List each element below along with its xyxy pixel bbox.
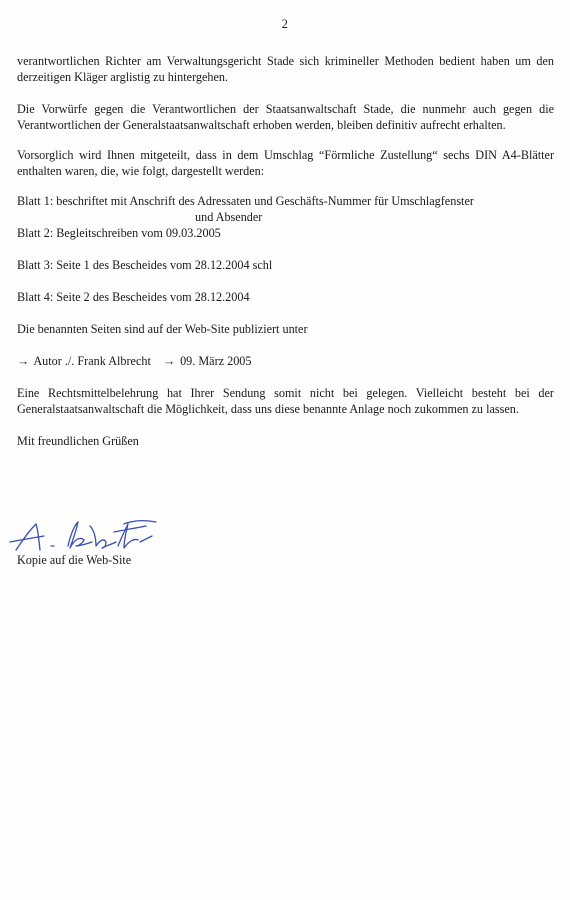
- date-reference: 09. März 2005: [180, 354, 252, 368]
- blatt-1-continuation: und Absender: [195, 210, 263, 224]
- copy-note: Kopie auf die Web-Site: [17, 553, 132, 567]
- blatt-1-line: Blatt 1: beschriftet mit Anschrift des Adressaten und Geschäfts-Nummer für Umschlagfenster: [17, 194, 474, 208]
- reference-line: [17, 353, 554, 369]
- letter-body: [17, 53, 554, 449]
- blatt-4-line: Blatt 4: Seite 2 des Bescheides vom 28.12.2004: [17, 290, 250, 304]
- closing-greeting: Mit freundlichen Grüßen: [17, 434, 139, 448]
- paragraph-richter: verantwortlichen Richter am Verwaltungsgericht Stade sich krimineller Methoden bedient haben um den derzeitigen Kläger arglistig zu hintergehen.: [17, 54, 554, 84]
- blatt-3-line: Blatt 3: Seite 1 des Bescheides vom 28.12.2004 schl: [17, 258, 273, 272]
- paragraph-rechtsmittel: Eine Rechtsmittelbelehrung hat Ihrer Sendung somit nicht bei gelegen. Vielleicht besteht bei der Generalstaatsanwaltschaft die Möglichkeit, dass uns diese benannte Anlage noch zukommen zu lassen.: [17, 386, 554, 416]
- paragraph-umschlag: Vorsorglich wird Ihnen mitgeteilt, dass in dem Umschlag “Förmliche Zustellung“ sechs DIN A4-Blätter enthalten waren, die, wie folgt, dargestellt werden:: [17, 148, 554, 178]
- arrow-icon: →: [17, 354, 30, 368]
- page-number: 2: [281, 17, 289, 31]
- publication-note: Die benannten Seiten sind auf der Web-Site publiziert unter: [17, 322, 308, 336]
- paragraph-vorwuerfe: Die Vorwürfe gegen die Verantwortlichen der Staatsanwaltschaft Stade, die nunmehr auch gegen die Verantwortlichen der Generalstaatsanwaltschaft erhoben werden, bleiben definitiv aufrecht erhalten.: [17, 102, 554, 132]
- handwritten-signature: [6, 516, 166, 556]
- arrow-icon: →: [163, 354, 176, 368]
- author-reference: Autor ./. Frank Albrecht: [33, 354, 151, 368]
- blatt-2-line: Blatt 2: Begleitschreiben vom 09.03.2005: [17, 226, 221, 240]
